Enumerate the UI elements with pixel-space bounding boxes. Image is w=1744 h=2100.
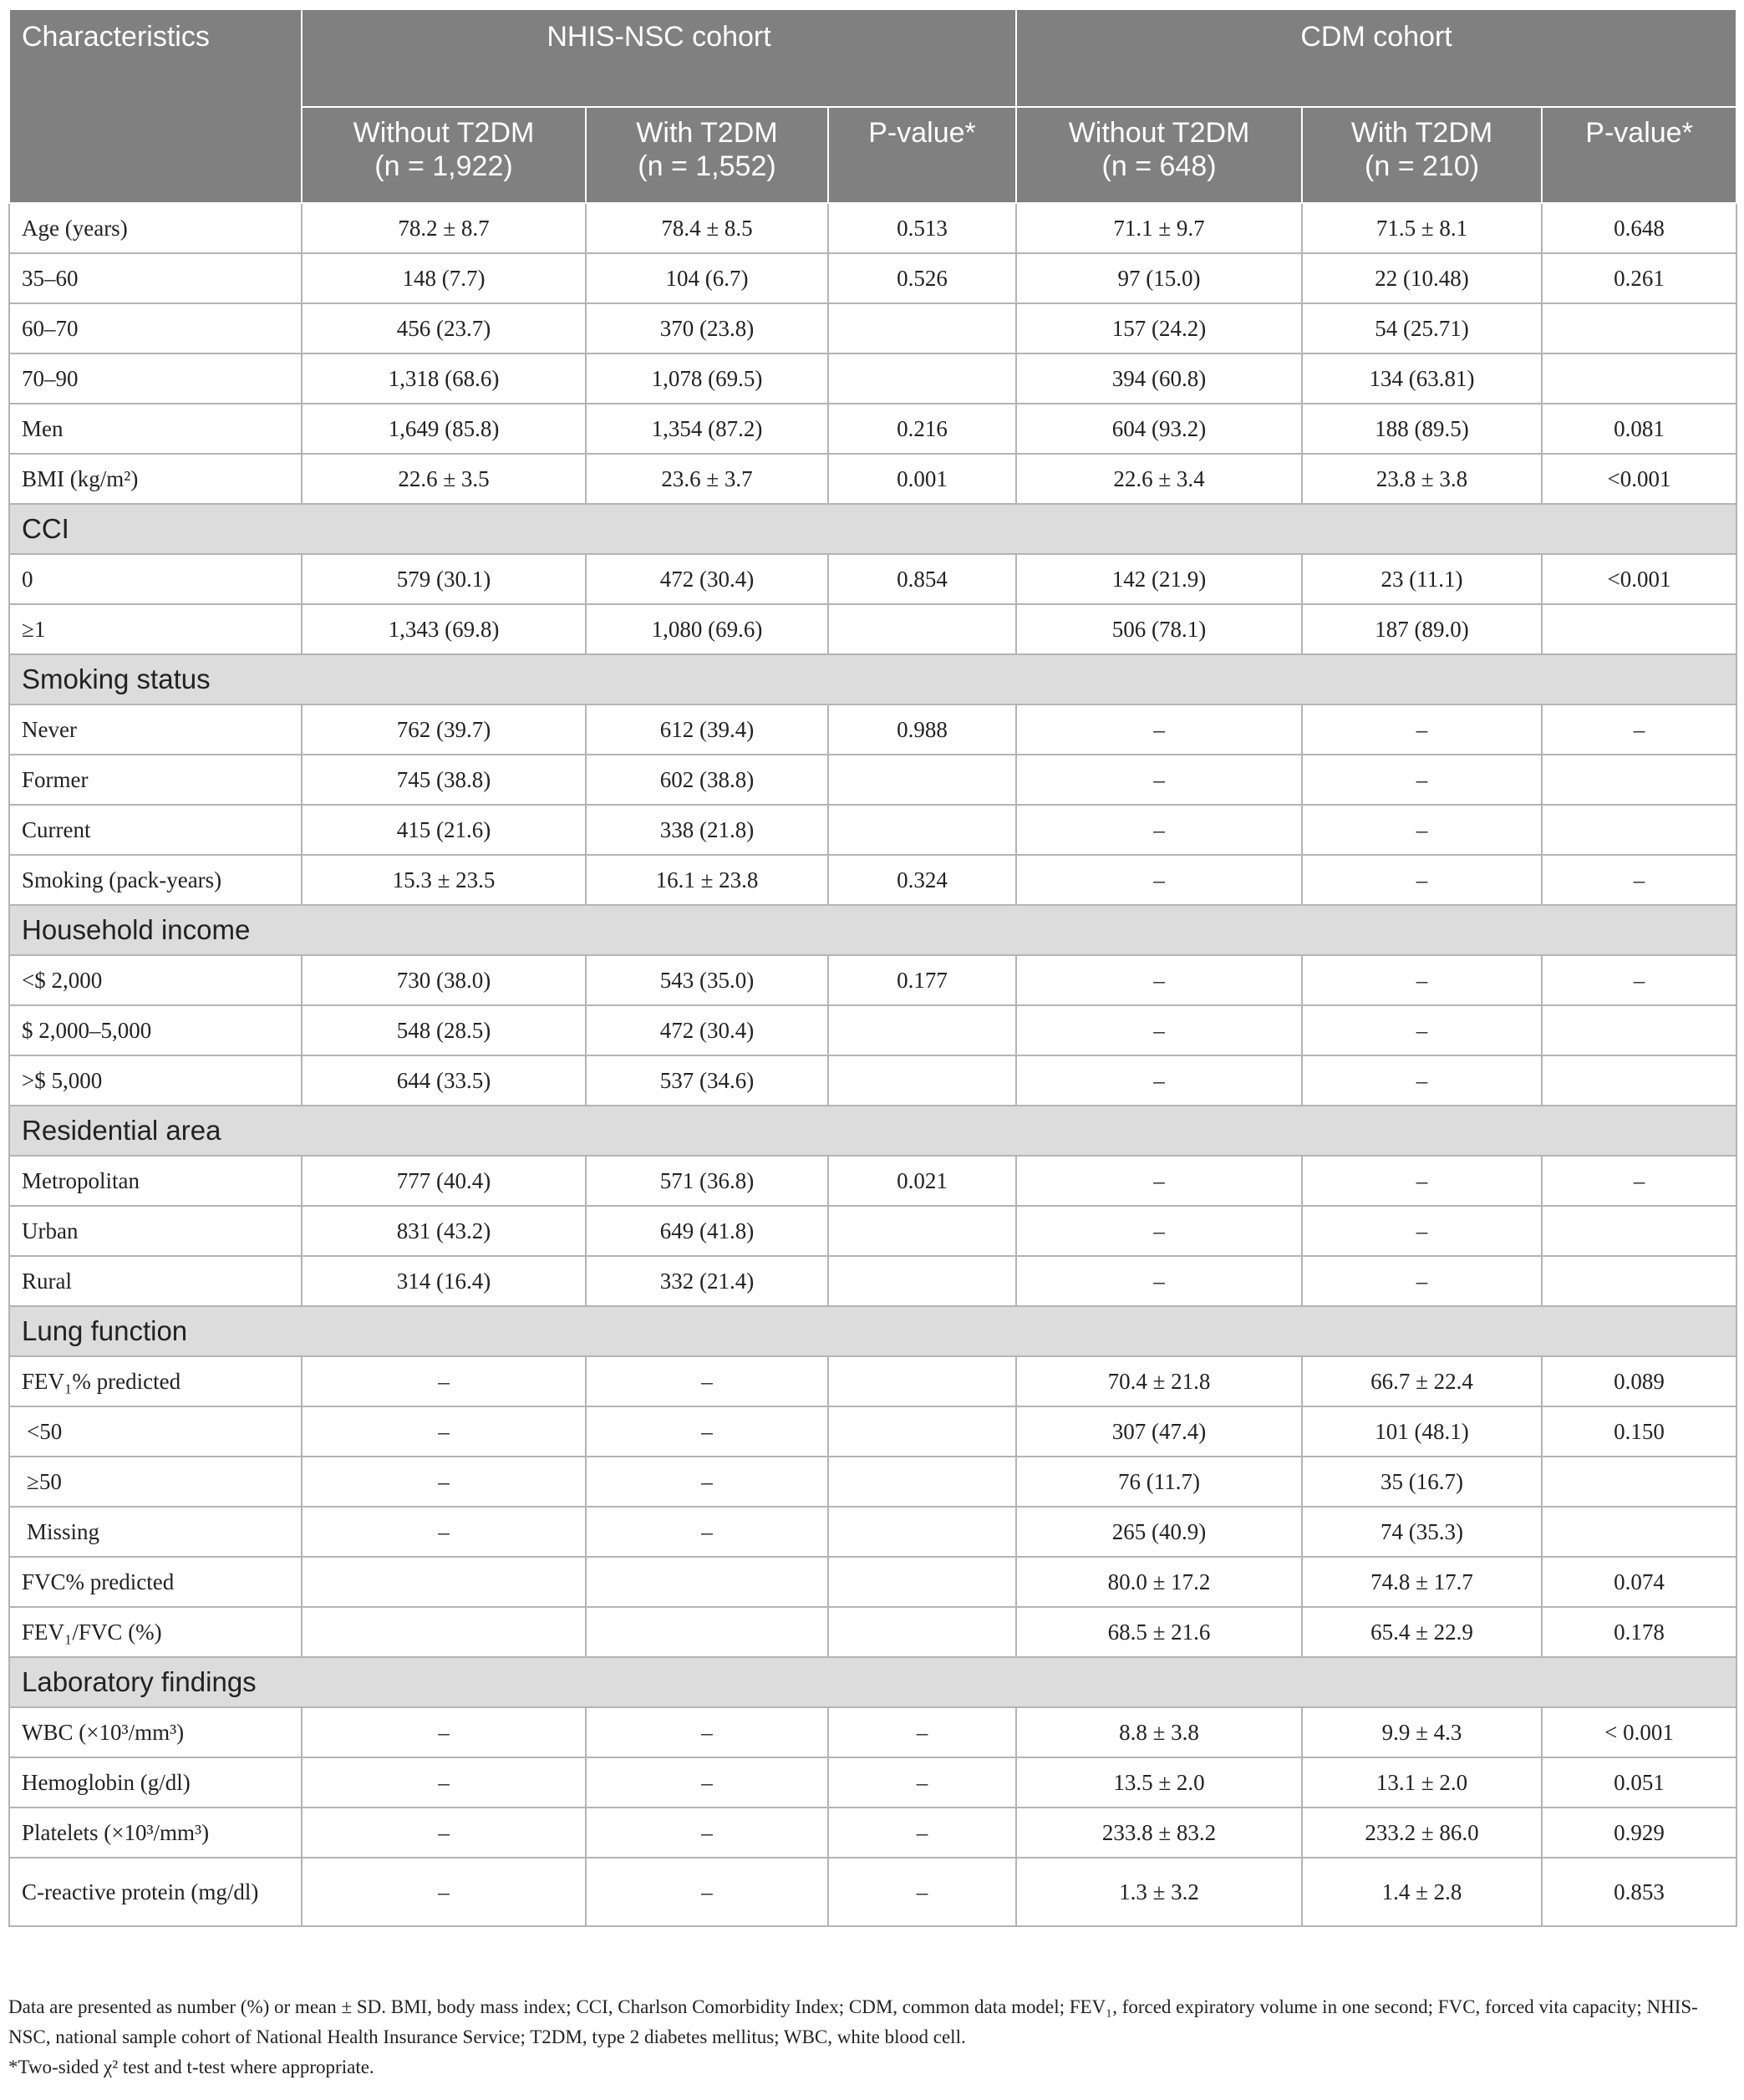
table-cell: 0.001 [828, 454, 1016, 504]
table-cell: 472 (30.4) [586, 554, 828, 604]
header-group-cdm: CDM cohort [1016, 9, 1736, 107]
table-cell: 104 (6.7) [586, 253, 828, 303]
table-cell: 23.8 ± 3.8 [1302, 454, 1542, 504]
table-cell: 97 (15.0) [1016, 253, 1302, 303]
row-label: FEV₁/FVC (%) [9, 1607, 302, 1657]
table-cell: 456 (23.7) [302, 303, 586, 353]
table-cell: – [828, 1757, 1016, 1808]
row-label: Missing [9, 1507, 302, 1557]
table-cell: 35 (16.7) [1302, 1457, 1542, 1507]
table-row [9, 1607, 1736, 1657]
table-cell: 0.074 [1542, 1557, 1736, 1607]
row-label: Men [9, 404, 302, 454]
table-cell: 314 (16.4) [302, 1256, 586, 1306]
header-subcolumn [586, 107, 828, 203]
section-title: Laboratory findings [9, 1657, 1736, 1707]
table-row [9, 1256, 1736, 1306]
table-row [9, 955, 1736, 1005]
table-row [9, 1858, 1736, 1926]
table-cell: 8.8 ± 3.8 [1016, 1707, 1302, 1757]
header-subcolumn-count: (n = 1,552) [638, 150, 776, 182]
table-cell: 649 (41.8) [586, 1206, 828, 1256]
table-cell [828, 1206, 1016, 1256]
table-cell [1542, 1507, 1736, 1557]
table-cell: 537 (34.6) [586, 1055, 828, 1106]
header-subcolumn [1302, 107, 1542, 203]
table-cell: 0.854 [828, 554, 1016, 604]
table-cell: – [1542, 704, 1736, 755]
table-cell: 506 (78.1) [1016, 604, 1302, 654]
table-row [9, 805, 1736, 855]
row-label: 60–70 [9, 303, 302, 353]
table-cell: 831 (43.2) [302, 1206, 586, 1256]
table-cell: 1,343 (69.8) [302, 604, 586, 654]
table-cell: 0.150 [1542, 1406, 1736, 1457]
table-cell: – [302, 1457, 586, 1507]
table-cell: 472 (30.4) [586, 1005, 828, 1055]
table-cell [828, 1256, 1016, 1306]
table-cell: 0.089 [1542, 1356, 1736, 1406]
table-cell [302, 1557, 586, 1607]
table-cell: 22 (10.48) [1302, 253, 1542, 303]
table-cell: 1.3 ± 3.2 [1016, 1858, 1302, 1926]
row-label: >$ 5,000 [9, 1055, 302, 1106]
table-cell: 65.4 ± 22.9 [1302, 1607, 1542, 1657]
table-cell: 307 (47.4) [1016, 1406, 1302, 1457]
row-label: Hemoglobin (g/dl) [9, 1757, 302, 1808]
table-cell: 762 (39.7) [302, 704, 586, 755]
table-cell: 0.177 [828, 955, 1016, 1005]
row-label: Age (years) [9, 203, 302, 253]
table-notes [8, 1992, 1736, 2082]
baseline-characteristics-table [8, 8, 1737, 1927]
table-cell: 415 (21.6) [302, 805, 586, 855]
table-cell: – [586, 1707, 828, 1757]
row-label: Smoking (pack-years) [9, 855, 302, 905]
table-cell: 612 (39.4) [586, 704, 828, 755]
table-cell: 1,649 (85.8) [302, 404, 586, 454]
table-cell: – [302, 1808, 586, 1858]
table-cell: 0.526 [828, 253, 1016, 303]
table-row [9, 253, 1736, 303]
table-cell: 579 (30.1) [302, 554, 586, 604]
table-cell: 70.4 ± 21.8 [1016, 1356, 1302, 1406]
table-cell [828, 1356, 1016, 1406]
table-cell [1542, 805, 1736, 855]
section-header-row [9, 504, 1736, 554]
table-row [9, 704, 1736, 755]
table-cell: – [828, 1707, 1016, 1757]
table-cell: 71.1 ± 9.7 [1016, 203, 1302, 253]
table-cell: 1,354 (87.2) [586, 404, 828, 454]
table-cell: 543 (35.0) [586, 955, 828, 1005]
table-cell: 9.9 ± 4.3 [1302, 1707, 1542, 1757]
table-cell [828, 303, 1016, 353]
section-header-row [9, 1657, 1736, 1707]
row-label: C-reactive protein (mg/dl) [9, 1858, 302, 1926]
table-cell [828, 353, 1016, 404]
row-label: FVC% predicted [9, 1557, 302, 1607]
table-cell: 54 (25.71) [1302, 303, 1542, 353]
table-cell [828, 604, 1016, 654]
table-cell: 0.513 [828, 203, 1016, 253]
row-label: BMI (kg/m²) [9, 454, 302, 504]
table-cell: 394 (60.8) [1016, 353, 1302, 404]
row-label: Rural [9, 1256, 302, 1306]
table-cell: 0.261 [1542, 253, 1736, 303]
header-subcolumn-title: With T2DM [1350, 117, 1493, 149]
table-row [9, 353, 1736, 404]
table-cell: – [586, 1808, 828, 1858]
section-header-row [9, 1306, 1736, 1356]
baseline-characteristics-table-container [8, 8, 1736, 1927]
table-cell: – [302, 1406, 586, 1457]
table-cell: 188 (89.5) [1302, 404, 1542, 454]
table-cell: – [1302, 1005, 1542, 1055]
table-cell [1542, 1206, 1736, 1256]
table-cell: 22.6 ± 3.4 [1016, 454, 1302, 504]
table-cell: – [1016, 855, 1302, 905]
table-cell: 602 (38.8) [586, 755, 828, 805]
abbreviations-note: Data are presented as number (%) or mean ± SD. BMI, body mass index; CCI, Charlson Comorbidity Index; CDM, common data model; FEV₁, forced expiratory volume in one second; FVC, forced vita capacity; NHIS-NSC, national sample cohort of National Health Insurance Service; T2DM, type 2 diabetes mellitus; WBC, white blood cell. [8, 1996, 1698, 2047]
table-cell: – [586, 1356, 828, 1406]
table-cell: 644 (33.5) [302, 1055, 586, 1106]
table-cell: 13.5 ± 2.0 [1016, 1757, 1302, 1808]
table-cell: – [1302, 805, 1542, 855]
header-subcolumn-title: P-value* [1585, 117, 1693, 149]
row-label: Current [9, 805, 302, 855]
row-label: <$ 2,000 [9, 955, 302, 1005]
table-cell: – [586, 1406, 828, 1457]
table-cell [1542, 353, 1736, 404]
table-cell [302, 1607, 586, 1657]
header-subcolumn-title: P-value* [868, 117, 976, 149]
table-cell: 134 (63.81) [1302, 353, 1542, 404]
row-label: 0 [9, 554, 302, 604]
section-header-row [9, 1106, 1736, 1156]
table-cell: 15.3 ± 23.5 [302, 855, 586, 905]
table-cell [828, 755, 1016, 805]
table-cell: 74.8 ± 17.7 [1302, 1557, 1542, 1607]
table-cell [828, 805, 1016, 855]
table-cell: – [302, 1507, 586, 1557]
section-title: CCI [9, 504, 1736, 554]
table-cell [1542, 1457, 1736, 1507]
table-cell [828, 1607, 1016, 1657]
table-row [9, 1156, 1736, 1206]
table-cell: – [1016, 704, 1302, 755]
table-cell: – [586, 1457, 828, 1507]
header-subcolumn-count: (n = 1,922) [374, 150, 513, 182]
table-cell [1542, 1055, 1736, 1106]
table-cell: <0.001 [1542, 454, 1736, 504]
table-row [9, 755, 1736, 805]
table-cell: – [586, 1858, 828, 1926]
table-row [9, 203, 1736, 253]
table-cell: 23.6 ± 3.7 [586, 454, 828, 504]
table-cell: 142 (21.9) [1016, 554, 1302, 604]
table-cell [828, 1406, 1016, 1457]
table-cell: 22.6 ± 3.5 [302, 454, 586, 504]
table-cell: 1.4 ± 2.8 [1302, 1858, 1542, 1926]
row-label: 35–60 [9, 253, 302, 303]
table-cell [586, 1607, 828, 1657]
table-cell: – [1302, 1256, 1542, 1306]
table-cell: 233.8 ± 83.2 [1016, 1808, 1302, 1858]
table-cell: 0.929 [1542, 1808, 1736, 1858]
header-subcolumn-count: (n = 210) [1365, 150, 1480, 182]
table-row [9, 1457, 1736, 1507]
table-cell: – [302, 1757, 586, 1808]
table-row [9, 1356, 1736, 1406]
table-cell: 604 (93.2) [1016, 404, 1302, 454]
table-cell: 370 (23.8) [586, 303, 828, 353]
table-cell: 0.081 [1542, 404, 1736, 454]
table-cell: 0.021 [828, 1156, 1016, 1206]
table-body [9, 203, 1736, 1926]
table-cell: 66.7 ± 22.4 [1302, 1356, 1542, 1406]
table-cell [1542, 1256, 1736, 1306]
table-row [9, 1507, 1736, 1557]
header-subcolumn [1016, 107, 1302, 203]
table-cell: – [1016, 955, 1302, 1005]
header-subcolumn-title: With T2DM [636, 117, 778, 149]
table-cell: 0.324 [828, 855, 1016, 905]
row-label: FEV₁% predicted [9, 1356, 302, 1406]
table-cell: 571 (36.8) [586, 1156, 828, 1206]
table-cell: 745 (38.8) [302, 755, 586, 805]
table-cell [828, 1457, 1016, 1507]
table-cell: – [1016, 1055, 1302, 1106]
table-cell: 71.5 ± 8.1 [1302, 203, 1542, 253]
table-cell: 265 (40.9) [1016, 1507, 1302, 1557]
table-cell: 68.5 ± 21.6 [1016, 1607, 1302, 1657]
table-cell: 1,318 (68.6) [302, 353, 586, 404]
row-label: ≥50 [9, 1457, 302, 1507]
table-cell: 13.1 ± 2.0 [1302, 1757, 1542, 1808]
header-subcolumn-title: Without T2DM [353, 117, 535, 149]
table-cell: – [1302, 755, 1542, 805]
table-cell: – [1302, 1055, 1542, 1106]
row-label: Never [9, 704, 302, 755]
table-row [9, 1808, 1736, 1858]
section-title: Household income [9, 905, 1736, 955]
table-row [9, 1005, 1736, 1055]
table-cell: 233.2 ± 86.0 [1302, 1808, 1542, 1858]
table-row [9, 855, 1736, 905]
section-title: Residential area [9, 1106, 1736, 1156]
row-label: <50 [9, 1406, 302, 1457]
table-cell [1542, 1005, 1736, 1055]
header-subcolumn [828, 107, 1016, 203]
row-label: Former [9, 755, 302, 805]
section-title: Smoking status [9, 654, 1736, 704]
table-cell: – [302, 1356, 586, 1406]
table-cell: – [1016, 1005, 1302, 1055]
table-row [9, 1055, 1736, 1106]
table-row [9, 1206, 1736, 1256]
table-row [9, 1406, 1736, 1457]
table-cell: 0.988 [828, 704, 1016, 755]
table-cell: – [1016, 1156, 1302, 1206]
row-label: Metropolitan [9, 1156, 302, 1206]
table-cell: – [1302, 704, 1542, 755]
table-cell: 16.1 ± 23.8 [586, 855, 828, 905]
table-cell: 730 (38.0) [302, 955, 586, 1005]
table-header-row-groups [9, 9, 1736, 107]
table-cell [1542, 755, 1736, 805]
table-cell: – [1542, 1156, 1736, 1206]
row-label: 70–90 [9, 353, 302, 404]
table-cell: 1,078 (69.5) [586, 353, 828, 404]
table-cell [586, 1557, 828, 1607]
table-cell: < 0.001 [1542, 1707, 1736, 1757]
header-group-nhis-nsc: NHIS-NSC cohort [302, 9, 1016, 107]
table-row [9, 1757, 1736, 1808]
table-cell: – [302, 1707, 586, 1757]
header-subcolumn-title: Without T2DM [1068, 117, 1250, 149]
table-cell: 76 (11.7) [1016, 1457, 1302, 1507]
table-cell: – [1302, 1206, 1542, 1256]
table-row [9, 303, 1736, 353]
section-title: Lung function [9, 1306, 1736, 1356]
table-row [9, 1557, 1736, 1607]
table-cell: 78.2 ± 8.7 [302, 203, 586, 253]
table-cell: – [1542, 855, 1736, 905]
section-header-row [9, 654, 1736, 704]
table-cell: 777 (40.4) [302, 1156, 586, 1206]
section-header-row [9, 905, 1736, 955]
table-cell: – [1016, 755, 1302, 805]
table-cell: 101 (48.1) [1302, 1406, 1542, 1457]
header-subcolumn-count: (n = 648) [1101, 150, 1217, 182]
table-cell: – [1016, 1256, 1302, 1306]
table-cell: – [302, 1858, 586, 1926]
table-cell: 0.216 [828, 404, 1016, 454]
table-cell: 332 (21.4) [586, 1256, 828, 1306]
table-cell: 80.0 ± 17.2 [1016, 1557, 1302, 1607]
table-cell: – [586, 1507, 828, 1557]
table-cell: – [1302, 1156, 1542, 1206]
table-cell [828, 1055, 1016, 1106]
table-row [9, 554, 1736, 604]
table-cell: 548 (28.5) [302, 1005, 586, 1055]
row-label: $ 2,000–5,000 [9, 1005, 302, 1055]
table-cell: 74 (35.3) [1302, 1507, 1542, 1557]
table-cell: 0.178 [1542, 1607, 1736, 1657]
table-cell: 78.4 ± 8.5 [586, 203, 828, 253]
table-cell: <0.001 [1542, 554, 1736, 604]
table-cell: 187 (89.0) [1302, 604, 1542, 654]
table-row [9, 604, 1736, 654]
table-cell: – [586, 1757, 828, 1808]
table-cell [828, 1005, 1016, 1055]
table-cell: 0.051 [1542, 1757, 1736, 1808]
table-row [9, 1707, 1736, 1757]
table-cell: – [1302, 955, 1542, 1005]
table-cell: – [828, 1858, 1016, 1926]
row-label: WBC (×10³/mm³) [9, 1707, 302, 1757]
table-cell: – [1302, 855, 1542, 905]
header-subcolumn [302, 107, 586, 203]
table-cell: 1,080 (69.6) [586, 604, 828, 654]
table-cell: – [1016, 1206, 1302, 1256]
table-cell: 0.853 [1542, 1858, 1736, 1926]
table-row [9, 454, 1736, 504]
table-cell [828, 1557, 1016, 1607]
table-cell: – [828, 1808, 1016, 1858]
row-label: Platelets (×10³/mm³) [9, 1808, 302, 1858]
table-cell [828, 1507, 1016, 1557]
header-subcolumn [1542, 107, 1736, 203]
row-label: Urban [9, 1206, 302, 1256]
table-cell: 338 (21.8) [586, 805, 828, 855]
table-cell [1542, 604, 1736, 654]
table-cell: 157 (24.2) [1016, 303, 1302, 353]
table-row [9, 404, 1736, 454]
table-cell: 23 (11.1) [1302, 554, 1542, 604]
table-cell: 0.648 [1542, 203, 1736, 253]
table-cell: 148 (7.7) [302, 253, 586, 303]
row-label: ≥1 [9, 604, 302, 654]
table-cell: – [1542, 955, 1736, 1005]
footnote: *Two-sided χ² test and t-test where appropriate. [8, 2057, 374, 2077]
header-characteristics: Characteristics [9, 9, 302, 203]
table-cell [1542, 303, 1736, 353]
table-cell: – [1016, 805, 1302, 855]
